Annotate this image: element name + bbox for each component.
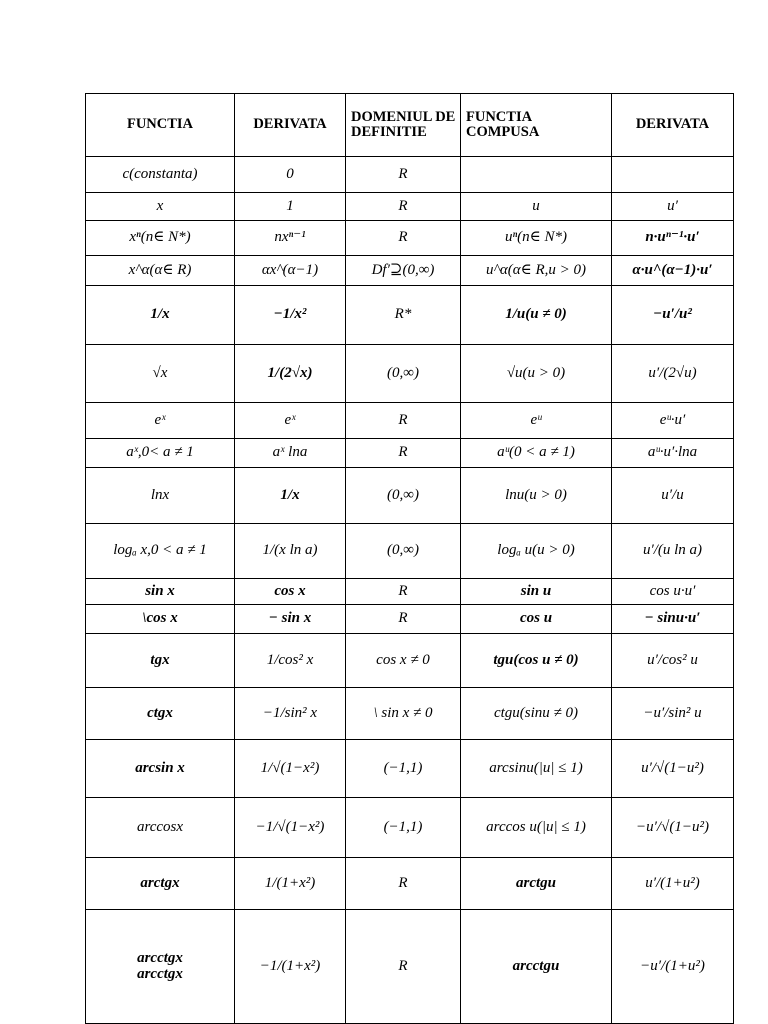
cell-composite: 1/u(u ≠ 0): [461, 286, 612, 345]
table-row: [86, 524, 734, 579]
derivatives-table: [85, 93, 734, 1024]
cell-function: lnx: [86, 468, 235, 524]
cell-composite-derivative: u′/cos² u: [612, 634, 734, 688]
cell-function: √x: [86, 345, 235, 403]
cell-derivative: − sin x: [235, 605, 346, 634]
cell-composite: cos u: [461, 605, 612, 634]
cell-domain: R: [346, 193, 461, 221]
cell-composite: u: [461, 193, 612, 221]
cell-composite-derivative: n·uⁿ⁻¹·u′: [612, 221, 734, 256]
cell-function: xⁿ(n∈ N*): [86, 221, 235, 256]
cell-function: [86, 910, 235, 1024]
cell-composite-derivative: α·u^(α−1)·u′: [612, 256, 734, 286]
cell-composite: arccos u(|u| ≤ 1): [461, 798, 612, 858]
cell-derivative: −1/sin² x: [235, 688, 346, 740]
cell-composite-derivative: aᵘ·u′·lna: [612, 439, 734, 468]
cell-function: arcsin x: [86, 740, 235, 798]
cell-derivative: 1/(x ln a): [235, 524, 346, 579]
table-row: [86, 798, 734, 858]
cell-derivative: −1/x²: [235, 286, 346, 345]
cell-function: logₐ x,0 < a ≠ 1: [86, 524, 235, 579]
cell-domain: (−1,1): [346, 740, 461, 798]
cell-domain: R: [346, 221, 461, 256]
cell-composite: sin u: [461, 579, 612, 605]
table-row: [86, 256, 734, 286]
cell-domain: R: [346, 858, 461, 910]
cell-function: eˣ: [86, 403, 235, 439]
table-row: [86, 468, 734, 524]
cell-composite-derivative: −u′/√(1−u²): [612, 798, 734, 858]
cell-derivative: −1/(1+x²): [235, 910, 346, 1024]
cell-composite: arctgu: [461, 858, 612, 910]
cell-domain: R: [346, 157, 461, 193]
cell-composite: ctgu(sinu ≠ 0): [461, 688, 612, 740]
cell-domain: R: [346, 910, 461, 1024]
cell-function: aˣ,0< a ≠ 1: [86, 439, 235, 468]
cell-derivative: −1/√(1−x²): [235, 798, 346, 858]
cell-composite: lnu(u > 0): [461, 468, 612, 524]
cell-composite: eᵘ: [461, 403, 612, 439]
cell-derivative: 1: [235, 193, 346, 221]
cell-composite-derivative: u′/(u ln a): [612, 524, 734, 579]
table-row: [86, 740, 734, 798]
cell-function: tgx: [86, 634, 235, 688]
table-row: [86, 221, 734, 256]
cell-composite: u^α(α∈ R,u > 0): [461, 256, 612, 286]
cell-composite-derivative: u′/√(1−u²): [612, 740, 734, 798]
cell-domain: (0,∞): [346, 524, 461, 579]
cell-composite-derivative: −u′/sin² u: [612, 688, 734, 740]
cell-domain: cos x ≠ 0: [346, 634, 461, 688]
cell-derivative: 0: [235, 157, 346, 193]
cell-composite: [461, 157, 612, 193]
header-row: [86, 94, 734, 157]
table-row: [86, 605, 734, 634]
cell-derivative: αx^(α−1): [235, 256, 346, 286]
table-row: [86, 579, 734, 605]
cell-domain: Df′⊇(0,∞): [346, 256, 461, 286]
cell-composite-derivative: cos u·u′: [612, 579, 734, 605]
header-functia: FUNCTIA: [86, 94, 235, 157]
cell-function: \cos x: [86, 605, 235, 634]
cell-composite-derivative: −u′/(1+u²): [612, 910, 734, 1024]
table-row: [86, 193, 734, 221]
cell-composite-derivative: [612, 157, 734, 193]
cell-domain: (0,∞): [346, 345, 461, 403]
cell-derivative: 1/cos² x: [235, 634, 346, 688]
cell-composite: uⁿ(n∈ N*): [461, 221, 612, 256]
cell-composite-derivative: u′/(2√u): [612, 345, 734, 403]
cell-composite-derivative: − sinu·u′: [612, 605, 734, 634]
cell-function: x^α(α∈ R): [86, 256, 235, 286]
cell-derivative: nxⁿ⁻¹: [235, 221, 346, 256]
cell-function: x: [86, 193, 235, 221]
cell-function: sin x: [86, 579, 235, 605]
cell-function-line: arcctgx: [137, 949, 183, 966]
header-domeniul: DOMENIUL DE DEFINITIE: [346, 94, 461, 157]
cell-composite: tgu(cos u ≠ 0): [461, 634, 612, 688]
cell-derivative: 1/(2√x): [235, 345, 346, 403]
cell-function-line: arcctgx: [137, 965, 183, 982]
cell-composite-derivative: u′/(1+u²): [612, 858, 734, 910]
cell-derivative: cos x: [235, 579, 346, 605]
cell-composite: arcctgu: [461, 910, 612, 1024]
cell-domain: (0,∞): [346, 468, 461, 524]
header-functia-compusa: FUNCTIA COMPUSA: [461, 94, 612, 157]
table-row: [86, 345, 734, 403]
table-row: [86, 634, 734, 688]
cell-derivative: 1/√(1−x²): [235, 740, 346, 798]
cell-domain: R: [346, 579, 461, 605]
cell-composite-derivative: −u′/u²: [612, 286, 734, 345]
cell-composite: arcsinu(|u| ≤ 1): [461, 740, 612, 798]
cell-function: c(constanta): [86, 157, 235, 193]
table-row: [86, 403, 734, 439]
header-derivata: DERIVATA: [235, 94, 346, 157]
cell-composite-derivative: u′/u: [612, 468, 734, 524]
cell-domain: R: [346, 439, 461, 468]
table-row: [86, 910, 734, 1024]
cell-function: 1/x: [86, 286, 235, 345]
cell-composite: √u(u > 0): [461, 345, 612, 403]
cell-domain: R*: [346, 286, 461, 345]
cell-composite: logₐ u(u > 0): [461, 524, 612, 579]
cell-function: arctgx: [86, 858, 235, 910]
table-row: [86, 157, 734, 193]
cell-derivative: eˣ: [235, 403, 346, 439]
header-derivata-compusa: DERIVATA: [612, 94, 734, 157]
cell-derivative: aˣ lna: [235, 439, 346, 468]
cell-domain: (−1,1): [346, 798, 461, 858]
cell-domain: \ sin x ≠ 0: [346, 688, 461, 740]
table-row: [86, 858, 734, 910]
table-row: [86, 688, 734, 740]
cell-function: arccosx: [86, 798, 235, 858]
cell-function: ctgx: [86, 688, 235, 740]
cell-derivative: 1/x: [235, 468, 346, 524]
cell-composite-derivative: u′: [612, 193, 734, 221]
cell-domain: R: [346, 403, 461, 439]
table-row: [86, 439, 734, 468]
cell-composite: aᵘ(0 < a ≠ 1): [461, 439, 612, 468]
cell-domain: R: [346, 605, 461, 634]
cell-composite-derivative: eᵘ·u′: [612, 403, 734, 439]
cell-derivative: 1/(1+x²): [235, 858, 346, 910]
table-row: [86, 286, 734, 345]
